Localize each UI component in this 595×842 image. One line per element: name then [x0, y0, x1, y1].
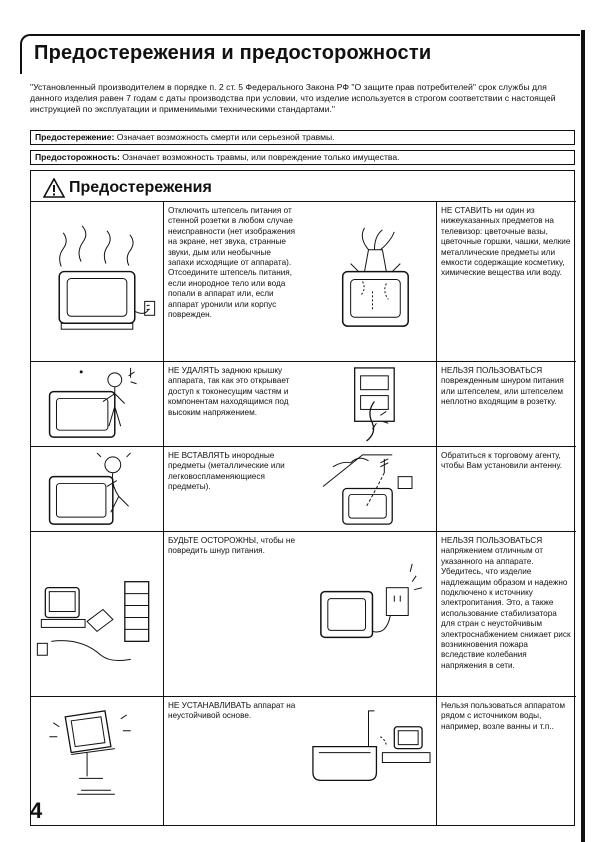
- warning-text-cell: [436, 362, 576, 446]
- warning-text-cell: [436, 202, 576, 361]
- warning-text: инородные предметы (металлические или легковоспламеняющиеся предметы).: [168, 451, 285, 492]
- warning-text-cell: [436, 697, 576, 826]
- warning-lead: НЕЛЬЗЯ ПОЛЬЗОВАТЬСЯ: [441, 536, 543, 545]
- definition-text: Означает возможность смерти или серьезной травмы.: [114, 132, 335, 142]
- definition-text: Означает возможность травмы, или повреждение только имущества.: [119, 152, 400, 162]
- warnings-heading: [43, 177, 212, 199]
- warning-text: цветочные вазы, цветочные горшки, чашки, мелкие металлические предметы или емкости содержащие косметику, химические вещества или воду.: [441, 226, 571, 278]
- voltage-outlet-icon: [303, 532, 435, 696]
- warning-text-cell: [436, 447, 576, 531]
- warning-text-cell: [163, 202, 303, 361]
- smoking-tv-icon: [31, 202, 163, 361]
- warning-text-cell: [163, 447, 303, 531]
- warning-text: поврежденным шнуром питания или штепселем, или штепселем неплотно входящим в розетку.: [441, 376, 564, 407]
- warning-triangle-icon: [43, 178, 65, 198]
- warning-text: Нельзя пользоваться аппаратом рядом с источником воды, например, возле ванны и т.п..: [441, 701, 565, 731]
- warning-row: [31, 201, 576, 361]
- warning-text-cell: [436, 532, 576, 696]
- unstable-tv-icon: [31, 697, 163, 826]
- warning-row: [31, 531, 576, 696]
- definition-warning: [30, 130, 575, 145]
- warning-text-cell: [163, 362, 303, 446]
- vase-on-tv-icon: [303, 202, 435, 361]
- warning-text: аппарат на неустойчивой основе.: [168, 701, 296, 721]
- child-inserting-object-icon: [31, 447, 163, 531]
- warning-text-cell: [163, 532, 303, 696]
- page-title: Предостережения и предосторожности: [34, 42, 432, 64]
- warning-row: [31, 696, 576, 826]
- warning-text: напряжением отличным от указанного на аппарате. Убедитесь, что изделие надлежащим образом и надежно подключено к источнику электропитания. Это, а также использование стабилизатора для стран с неустойчивым электроснабжением снижает риск возникновения пожара вследствие колебания напряжения в сети.: [441, 546, 571, 670]
- warning-text: заднюю крышку аппарата, так как это открывает доступ к токонесущим частям и компонентам находящимся под высоким напряжением.: [168, 366, 290, 417]
- warning-lead: НЕ УСТАНАВЛИВАТЬ: [168, 701, 252, 710]
- warning-lead: НЕ ВСТАВЛЯТЬ: [168, 451, 230, 460]
- damaged-plug-icon: [303, 362, 435, 446]
- definition-term: Предосторожность:: [35, 152, 120, 162]
- warning-text-cell: [163, 697, 303, 826]
- warning-text: Отключить штепсель питания от стенной розетки в любом случае неисправности (нет изображения на экране, нет звука, странные звуки, дым или необычные запахи исходящие от аппарата). Отсоедините штепсель питания, если инородное тело или вода попали в аппарат или, если аппарат уронили или корпус поврежден.: [168, 206, 296, 320]
- warning-text: чтобы не повредить шнур питания.: [168, 536, 296, 556]
- title-box: [20, 34, 580, 74]
- warning-row: [31, 446, 576, 531]
- antenna-roof-icon: [303, 447, 435, 531]
- bathtub-tv-icon: [303, 697, 435, 826]
- page-number: 4: [30, 798, 43, 823]
- warning-lead: НЕ УДАЛЯТЬ: [168, 366, 220, 375]
- intro-paragraph: "Установленный производителем в порядке п. 2 ст. 5 Федерального Закона РФ "О защите прав потребителей" срок службы для данного изделия равен 7 годам с даты производства при условии, что изделие используется в строгом соответствии с настоящей инструкцией по эксплуатации и применимыми техническими стандартами.": [30, 82, 556, 114]
- page-edge-bar: [581, 30, 585, 842]
- definition-caution: [30, 150, 575, 165]
- man-removing-back-cover-icon: [31, 362, 163, 446]
- warning-lead: НЕЛЬЗЯ ПОЛЬЗОВАТЬСЯ: [441, 366, 543, 375]
- warning-lead: НЕ СТАВИТЬ ни один из нижеуказанных предметов на телевизор:: [441, 206, 554, 236]
- warnings-heading-text: Предостережения: [69, 179, 212, 196]
- warning-row: [31, 361, 576, 446]
- pc-cord-damage-icon: [31, 532, 163, 696]
- warning-lead: БУДЬТЕ ОСТОРОЖНЫ,: [168, 536, 259, 545]
- warnings-section: [30, 170, 575, 826]
- definition-term: Предостережение:: [35, 132, 115, 142]
- warning-text: Обратиться к торговому агенту, чтобы Вам установили антенну.: [441, 451, 563, 471]
